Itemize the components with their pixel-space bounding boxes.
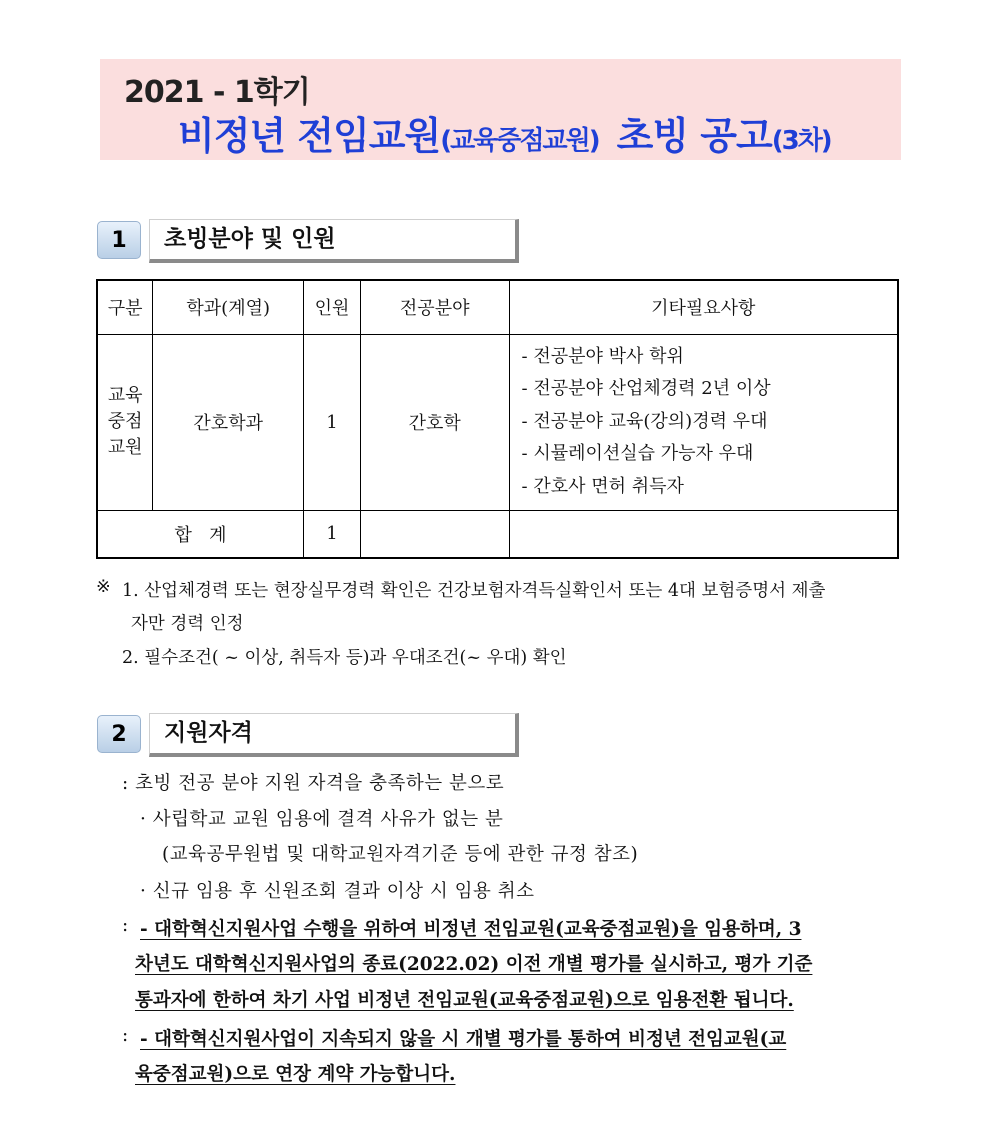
note-mark: ※ xyxy=(96,577,111,597)
section-title: 초빙분야 및 인원 xyxy=(149,219,519,263)
header-cell: 구분 xyxy=(97,280,153,334)
list-item: - 간호사 면허 취득자 xyxy=(521,475,684,497)
page-title xyxy=(178,105,831,160)
total-label: 합 계 xyxy=(97,510,304,558)
section-number: 1 xyxy=(97,221,141,259)
note-2: 2. 필수조건( ~ 이상, 취득자 등)과 우대조건(~ 우대) 확인 xyxy=(122,648,567,668)
table-total-row xyxy=(97,510,898,558)
header-cell: 기타필요사항 xyxy=(509,280,898,334)
requirements-list xyxy=(510,341,897,504)
notice-2-line-2: 육중점교원)으로 연장 계약 가능합니다. xyxy=(135,1064,456,1085)
year-term: 2021 - 1학기 xyxy=(124,75,310,110)
major-cell: 간호학 xyxy=(360,334,509,510)
note-1-cont: 자만 경력 인정 xyxy=(131,614,244,634)
category-line: 교원 xyxy=(107,437,143,458)
notice-1-line-1: - 대학혁신지원사업 수행을 위하여 비정년 전임교원(교육중점교원)을 임용하며, 3 xyxy=(140,919,802,940)
list-item: - 시뮬레이션실습 가능자 우대 xyxy=(521,443,754,465)
title-round: (3차) xyxy=(771,126,831,156)
list-item: - 전공분야 산업체경력 2년 이상 xyxy=(521,378,771,400)
section-number: 2 xyxy=(97,715,141,753)
qualification-item: · 신규 임용 후 신원조회 결과 이상 시 임용 취소 xyxy=(140,881,535,902)
empty-cell xyxy=(509,510,898,558)
notice-2-line-1: - 대학혁신지원사업이 지속되지 않을 시 개별 평가를 통하여 비정년 전임교원(교 xyxy=(140,1029,787,1050)
table-header-row xyxy=(97,280,898,334)
table-row xyxy=(97,334,898,510)
colon-mark: : xyxy=(122,1025,129,1046)
section-title: 지원자격 xyxy=(149,713,519,757)
notice-1-line-2: 차년도 대학혁신지원사업의 종료(2022.02) 이전 개별 평가를 실시하고, 평가 기준 xyxy=(135,954,813,975)
header-cell: 인원 xyxy=(304,280,361,334)
list-item: - 전공분야 교육(강의)경력 우대 xyxy=(521,410,768,432)
title-banner xyxy=(100,59,901,160)
category-line: 중점 xyxy=(107,411,143,432)
recruitment-table xyxy=(96,279,899,559)
list-item: - 전공분야 박사 학위 xyxy=(521,345,684,367)
qualification-subnote: (교육공무원법 및 대학교원자격기준 등에 관한 규정 참조) xyxy=(162,844,639,865)
requirements-cell xyxy=(509,334,898,510)
count-cell: 1 xyxy=(304,334,361,510)
title-main: 비정년 전임교원 xyxy=(178,114,441,158)
header-cell: 학과(계열) xyxy=(153,280,304,334)
empty-cell xyxy=(360,510,509,558)
category-line: 교육 xyxy=(107,385,143,406)
header-cell: 전공분야 xyxy=(360,280,509,334)
total-count: 1 xyxy=(304,510,361,558)
category-cell xyxy=(97,334,153,510)
colon-mark: : xyxy=(122,915,129,936)
title-paren: (교육중점교원) xyxy=(440,126,599,156)
note-1: 1. 산업체경력 또는 현장실무경력 확인은 건강보험자격득실확인서 또는 4대 보험증명서 제출 xyxy=(122,581,826,601)
qualification-item: · 사립학교 교원 임용에 결격 사유가 없는 분 xyxy=(140,809,504,830)
notice-1-line-3: 통과자에 한하여 차기 사업 비정년 전임교원(교육중점교원)으로 임용전환 됩니다. xyxy=(135,990,794,1011)
title-tail: 초빙 공고 xyxy=(616,114,772,158)
department-cell: 간호학과 xyxy=(153,334,304,510)
qualification-intro: : 초빙 전공 분야 지원 자격을 충족하는 분으로 xyxy=(122,773,505,794)
